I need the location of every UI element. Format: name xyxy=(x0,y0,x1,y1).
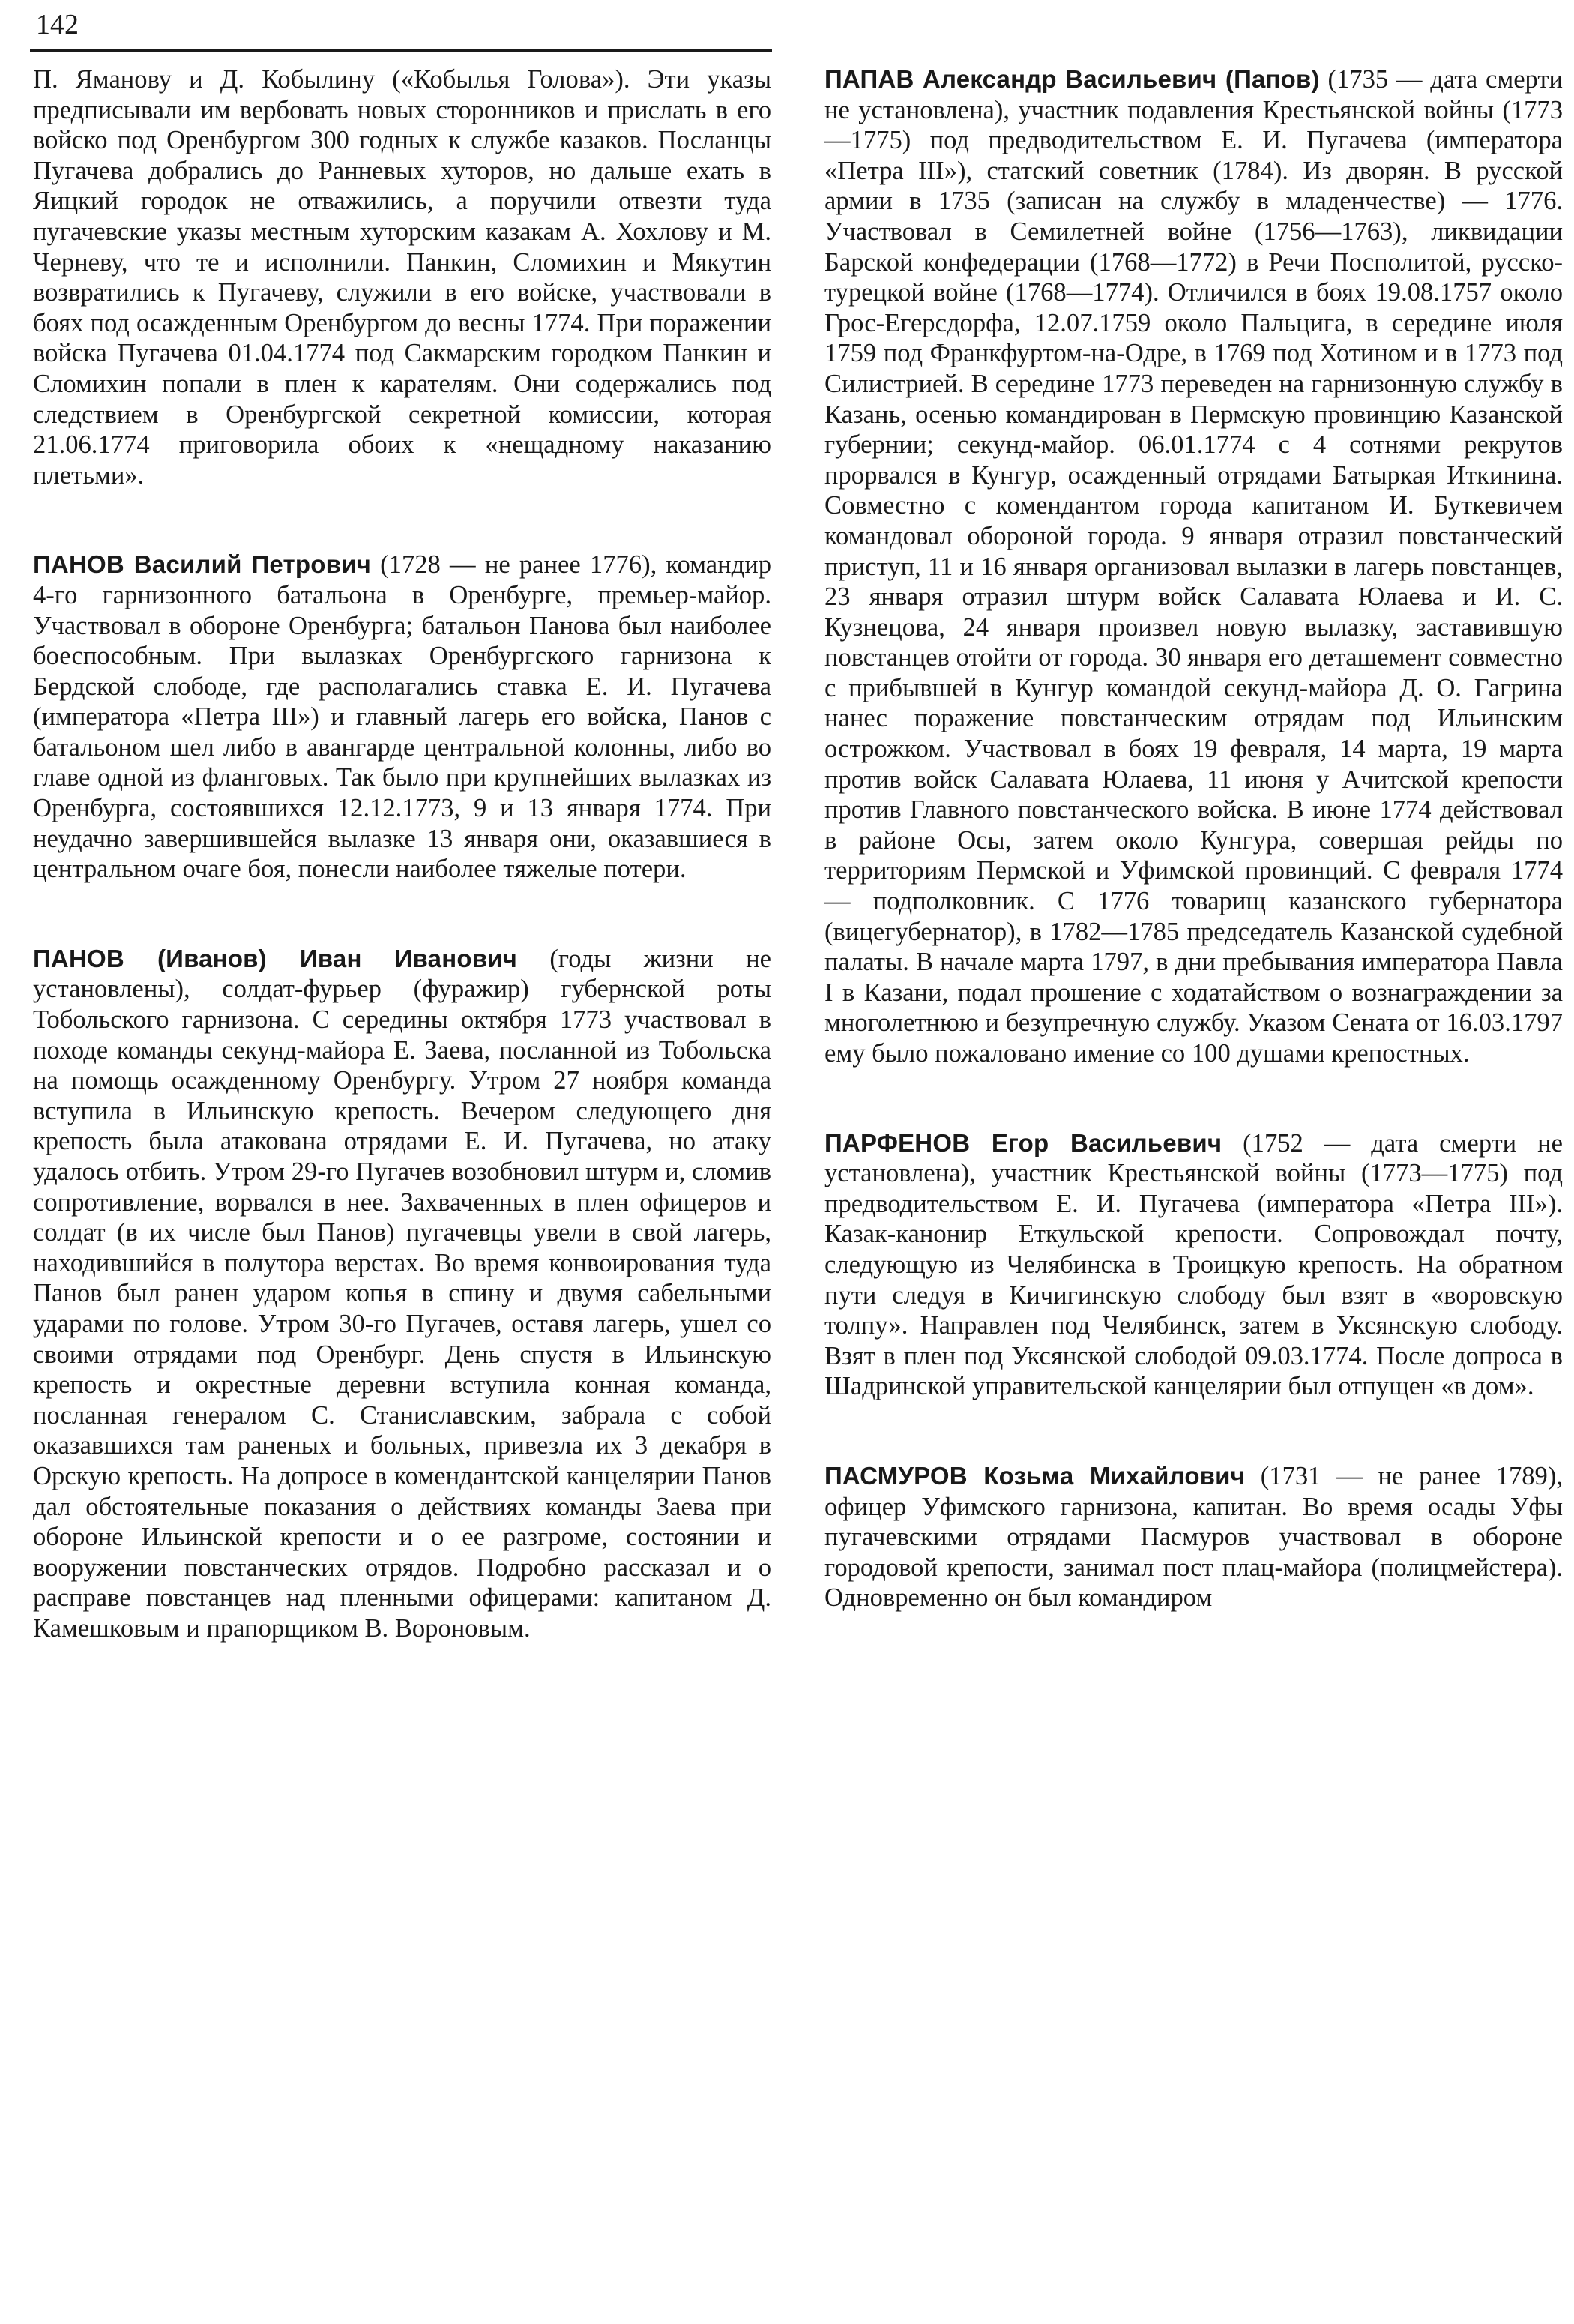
entry-headword: ПАСМУРОВ Козьма Михайлович xyxy=(824,1461,1246,1490)
entry-headword: ПАНОВ Василий Петрович xyxy=(33,550,371,579)
entry-panov-ivan xyxy=(33,944,771,1644)
entry-text: (1731 — не ранее 1789), офицер Уфимского гарнизона, капитан. Во время осады Уфы пугачевскими отрядами Пасмуров участвовал в обороне городовой крепости, занимал пост плац-майора (полицмейстера). Одновременно он был командиром xyxy=(824,1461,1563,1613)
entry-panov-vasily xyxy=(33,550,771,885)
right-column xyxy=(824,64,1563,1613)
entry-text: (годы жизни не установлены), солдат-фурьер (фуражир) губернской роты Тобольского гарнизона. С середины октября 1773 участвовал в походе команды секунд-майора Е. Заева, посланной из Тобольска на помощь осажденному Оренбургу. Утром 27 ноября команда вступила в Ильинскую крепость. Вечером следующего дня крепость была атакована отрядами Е. И. Пугачева, но атаку удалось отбить. Утром 29-го Пугачев возобновил штурм и, сломив сопротивление, ворвался в нее. Захваченных в плен офицеров и солдат (в их числе был Панов) пугачевцы увели в свой лагерь, находившийся в полутора верстах. Во время конвоирования туда Панов был ранен ударом копья в спину и двумя сабельными ударами по голове. Утром 30-го Пугачев, оставя лагерь, ушел со своими отрядами под Оренбург. День спустя в Ильинскую крепость и окрестные деревни вступила конная команда, посланная генералом С. Станиславским, забрала с собой оказавшихся там раненых и больных, привезла их 3 декабря в Орскую крепость. На допросе в комендантской канцелярии Панов дал обстоятельные показания о действиях команды Заева при обороне Ильинской крепости и о ее разгроме, состоянии и вооружении повстанческих отрядов. Подробно рассказал и о расправе повстанцев над пленными офицерами: капитаном Д. Камешковым и прапорщиком В. Вороновым. xyxy=(33,944,771,1643)
entry-headword: ПАНОВ (Иванов) Иван Иванович xyxy=(33,944,518,972)
header-rule xyxy=(30,49,772,52)
entry-text: (1728 — не ранее 1776), командир 4-го гарнизонного батальона в Оренбурге, премьер-майор. Участвовал в обороне Оренбурга; батальон Панова был наиболее боеспособным. При вылазках Оренбургского гарнизона к Бердской слободе, где располагались ставка Е. И. Пугачева (императора «Петра III») и главный лагерь его войска, Панов с батальоном шел либо в авангарде центральной колонны, либо во главе одной из фланговых. Так было при крупнейших вылазках из Оренбурга, состоявшихся 12.12.1773, 9 и 13 января 1774. При неудачно завершившейся вылазке 13 января они, оказавшиеся в центральном очаге боя, понесли наиболее тяжелые потери. xyxy=(33,550,771,884)
entry-text: (1735 — дата смерти не установлена), участник подавления Крестьянской войны (1773—1775) под предводительством Е. И. Пугачева (императора «Петра III»), статский советник (1784). Из дворян. В русской армии в 1735 (записан на службу в младенчестве) — 1776. Участвовал в Семилетней войне (1756—1763), ликвидации Барской конфедерации (1768—1772) в Речи Посполитой, русско-турецкой войне (1768—1774). Отличился в боях 19.08.1757 около Грос-Егерсдорфа, 12.07.1759 около Пальцига, в середине июля 1759 под Франкфуртом-на-Одре, в 1769 под Хотином и в 1773 под Силистрией. В середине 1773 переведен на гарнизонную службу в Казань, осенью командирован в Пермскую провинцию Казанской губернии; секунд-майор. 06.01.1774 с 4 сотнями рекрутов прорвался в Кунгур, осажденный отрядами Батыркая Иткинина. Совместно с комендантом города капитаном И. Буткевичем командовал обороной города. 9 января отразил повстанческий приступ, 11 и 16 января организовал вылазки в лагерь повстанцев, 23 января отразил штурм войск Салавата Юлаева и И. С. Кузнецова, 24 января произвел новую вылазку, заставившую повстанцев отойти от города. 30 января его деташемент совместно с прибывшей в Кунгур командой секунд-майора Д. О. Гагрина нанес поражение повстанческим отрядам под Ильинским острожком. Участвовал в боях 19 февраля, 14 марта, 19 марта против войск Салавата Юлаева, 11 июня у Ачитской крепости против Главного повстанческого войска. В июне 1774 действовал в районе Осы, затем около Кунгура, совершая рейды по территориям Пермской и Уфимской провинций. С февраля 1774 — подполковник. С 1776 товарищ казанского губернатора (вицегубернатор), в 1782—1785 председатель Казанской судебной палаты. В начале марта 1797, в дни пребывания императора Павла I в Казани, подал прошение с ходатайством о вознаграждении за многолетнюю и безупречную службу. Указом Сената от 16.03.1797 ему было пожаловано имение со 100 душами крепостных. xyxy=(824,65,1563,1068)
continued-entry: П. Яманову и Д. Кобылину («Кобылья Голова»). Эти указы предписывали им вербовать новых сторонников и прислать в его войско под Оренбургом 300 годных к службе казаков. Посланцы Пугачева добрались до Ранневых хуторов, но дальше ехать в Яицкий городок не отважились, а поручили отвезти туда пугачевские указы местным хуторским казакам А. Хохлову и М. Черневу, что те и исполнили. Панкин, Сломихин и Мякутин возвратились к Пугачеву, служили в его войске, участвовали в боях под осажденным Оренбургом до весны 1774. При поражении войска Пугачева 01.04.1774 под Сакмарским городком Панкин и Сломихин попали в плен к карателям. Они содержались под следствием в Оренбургской секретной комиссии, которая 21.06.1774 приговорила обоих к «нещадному наказанию плетьми». xyxy=(33,65,771,490)
entry-headword: ПАПАВ Александр Васильевич (Папов) xyxy=(824,65,1320,93)
left-column xyxy=(33,64,771,1644)
entry-parfenov-egor xyxy=(824,1128,1563,1402)
entry-headword: ПАРФЕНОВ Егор Васильевич xyxy=(824,1128,1222,1157)
entry-pasmurov-kozma xyxy=(824,1461,1563,1613)
page-number: 142 xyxy=(36,9,79,40)
entry-text: (1752 — дата смерти не установлена), участник Крестьянской войны (1773—1775) под предводительством Е. И. Пугачева (императора «Петра III»). Казак-канонир Еткульской крепости. Сопровождал почту, следующую из Челябинска в Троицкую крепость. На обратном пути следуя в Кичигинскую слободу был взят в «воровскую толпу». Направлен под Челябинск, затем в Уксянскую слободу. Взят в плен под Уксянской слободой 09.03.1774. После допроса в Шадринской управительской канцелярии был отпущен «в дом». xyxy=(824,1128,1563,1401)
entry-papav-alexander xyxy=(824,64,1563,1069)
